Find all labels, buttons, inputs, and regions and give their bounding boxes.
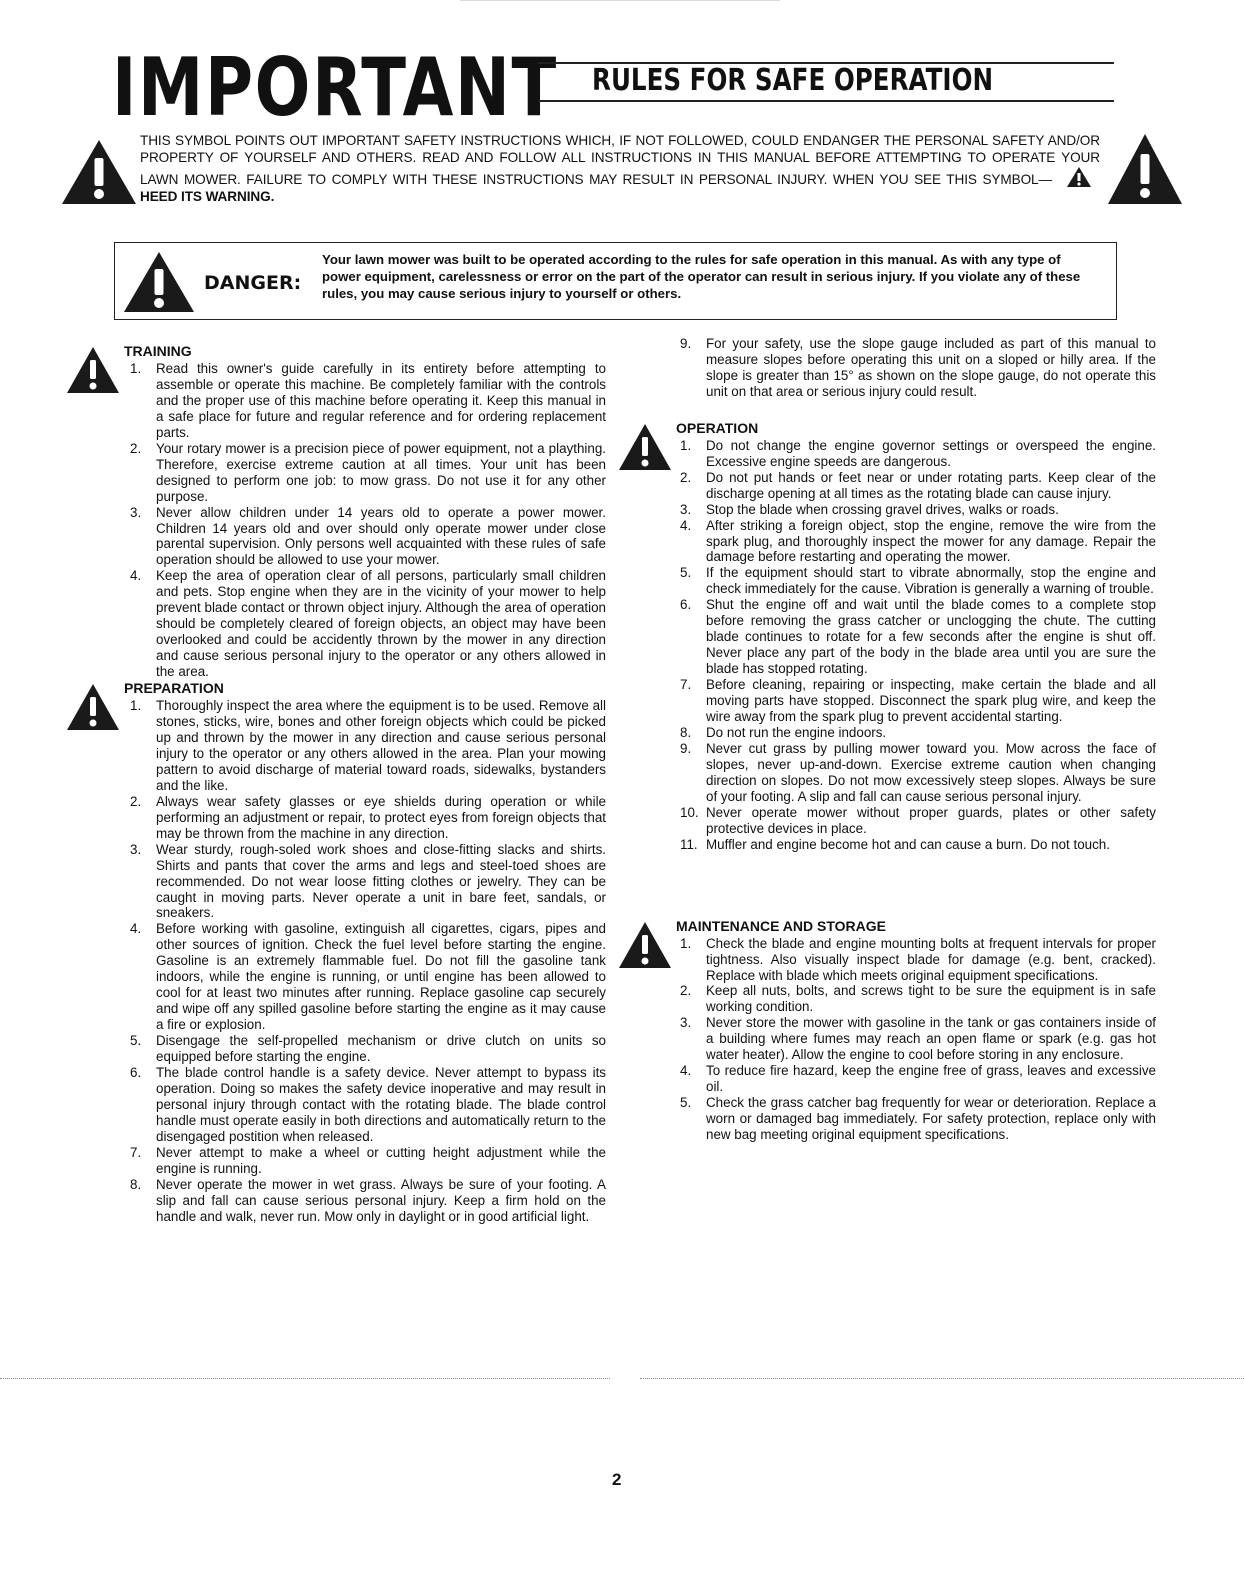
item-number: 11. (680, 836, 698, 852)
item-text: Shut the engine off and wait until the blade comes to a complete stop before removing the grass catcher or unclogging the chute. The cutting blade continues to rotate for a few seconds after the engine is shut off. Never place any part of the body in the blade area until you are sure the blade has stopped rotating. (706, 597, 1156, 677)
list-item (636, 502, 1156, 518)
preparation-heading: PREPARATION (124, 680, 224, 697)
operation-list (636, 438, 1156, 853)
item-number: 10. (680, 804, 699, 820)
item-number: 8. (130, 1176, 142, 1192)
warning-triangle-icon (60, 138, 138, 206)
item-number: 8. (680, 724, 692, 740)
list-item (636, 983, 1156, 1015)
item-text: For your safety, use the slope gauge included as part of this manual to measure slopes before operating this unit on a sloped or hilly area. If the slope is greater than 15° as shown on the slope gauge, do not operate this unit on that area or serious injury could result. (706, 336, 1156, 399)
warning-triangle-icon (1066, 166, 1092, 188)
item-text: Disengage the self-propelled mechanism or drive clutch on units so equipped before starting the engine. (156, 1033, 606, 1065)
item-text: Stop the blade when crossing gravel drives, walks or roads. (706, 501, 1059, 517)
left-column (66, 343, 606, 1225)
item-number: 5. (680, 565, 692, 581)
item-number: 5. (680, 1095, 692, 1111)
list-item (636, 936, 1156, 984)
list-item (636, 1095, 1156, 1143)
item-number: 6. (680, 597, 692, 613)
list-item (66, 698, 606, 794)
maintenance-section (636, 918, 1156, 1143)
list-item (636, 438, 1156, 470)
list-item (66, 1177, 606, 1225)
item-text: Do not put hands or feet near or under rotating parts. Keep clear of the discharge opening at all times as the rotating blade can cause injury. (706, 469, 1156, 501)
item-text: Do not change the engine governor settings or overspeed the engine. Excessive engine speeds are dangerous. (706, 437, 1156, 469)
intro-text: THIS SYMBOL POINTS OUT IMPORTANT SAFETY INSTRUCTIONS WHICH, IF NOT FOLLOWED, COULD ENDANGER THE PERSONAL SAFETY AND/OR PROPERTY OF YOURSELF AND OTHERS. READ AND FOLLOW ALL INSTRUCTIONS IN THIS MANUAL BEFORE ATTEMPTING TO OPERATE YOUR LAWN MOWER. FAILURE TO COMPLY WITH THESE INSTRUCTIONS MAY RESULT IN PERSONAL INJURY. WHEN YOU SEE THIS SYMBOL— (140, 133, 1100, 187)
list-item (66, 1065, 606, 1145)
item-text: Keep all nuts, bolts, and screws tight to be sure the equipment is in safe working condition. (706, 983, 1156, 1015)
list-item (66, 505, 606, 569)
item-text: If the equipment should start to vibrate abnormally, stop the engine and check immediately for the cause. Vibration is generally a warning of trouble. (706, 565, 1156, 597)
scan-fold-line-right (640, 1378, 1244, 1379)
list-item (636, 597, 1156, 677)
list-item (636, 336, 1156, 400)
item-number: 3. (130, 841, 142, 857)
item-number: 4. (680, 1063, 692, 1079)
list-item (636, 725, 1156, 741)
item-text: Never store the mower with gasoline in the tank or gas containers inside of a building where fumes may reach an open flame or spark (e.g. gas hot water heater). Allow the engine to cool before storing in any enclosure. (706, 1015, 1156, 1063)
list-item (66, 842, 606, 922)
training-heading: TRAINING (124, 343, 192, 359)
maintenance-heading: MAINTENANCE AND STORAGE (676, 917, 887, 934)
warning-triangle-icon (122, 250, 196, 314)
warning-triangle-icon (1106, 132, 1184, 206)
item-number: 6. (130, 1064, 142, 1080)
item-text: Muffler and engine become hot and can cause a burn. Do not touch. (706, 836, 1110, 852)
preparation-list (66, 698, 606, 1224)
list-item (636, 805, 1156, 837)
item-number: 3. (680, 1015, 692, 1031)
item-number: 3. (680, 501, 692, 517)
item-text: Thoroughly inspect the area where the equipment is to be used. Remove all stones, sticks, wire, bones and other foreign objects which could be picked up and thrown by the mower in any direction and cause serious personal injury to the operator or any others allowed in the area. Plan your mowing pattern to avoid discharge of material toward roads, sidewalks, bystanders and the like. (156, 698, 606, 793)
item-number: 1. (680, 935, 692, 951)
operation-header (636, 420, 1156, 440)
maintenance-header (636, 918, 1156, 938)
item-number: 9. (680, 336, 692, 351)
item-number: 2. (680, 469, 692, 485)
list-item (66, 1033, 606, 1065)
training-section (66, 343, 606, 680)
item-number: 2. (130, 440, 142, 456)
page-title: IMPORTANT (112, 41, 558, 134)
list-item (636, 677, 1156, 725)
item-number: 4. (130, 921, 142, 937)
list-item (66, 921, 606, 1033)
item-text: Never operate mower without proper guards, plates or other safety protective devices in place. (706, 804, 1156, 836)
danger-label: DANGER: (204, 272, 302, 294)
heed-warning-text: HEED ITS WARNING. (140, 188, 275, 204)
list-item (66, 441, 606, 505)
item-text: Never attempt to make a wheel or cutting height adjustment while the engine is running. (156, 1144, 606, 1176)
danger-text: Your lawn mower was built to be operated according to the rules for safe operation in this manual. As with any type of power equipment, carelessness or error on the part of the operator can result in serious injury. If you violate any of these rules, you may cause serious injury to yourself or others. (322, 252, 1081, 301)
item-number: 1. (680, 437, 692, 453)
scan-fold-line-left (0, 1378, 610, 1379)
item-text: Your rotary mower is a precision piece of power equipment, not a plaything. Therefore, exercise extreme caution at all times. Your unit has been designed to perform one job: to mow grass. Do not use it for any other purpose. (156, 440, 606, 504)
item-text: Check the blade and engine mounting bolts at frequent intervals for proper tightness. Also visually inspect blade for damage (e.g. bent, cracked). Replace with blade which meets original equipment specifications. (706, 935, 1156, 983)
training-list (66, 361, 606, 680)
item-number: 3. (130, 504, 142, 520)
spacer (636, 853, 1156, 918)
scan-edge-line (460, 0, 780, 1)
list-item (66, 568, 606, 680)
item-text: Before working with gasoline, extinguish all cigarettes, cigars, pipes and other sources of ignition. Check the fuel level before starting the engine. Gasoline is an extremely flammable fuel. Do not fill the gasoline tank indoors, while the engine is running, or until engine has been allowed to cool for at least two minutes after running. Replace gasoline cap securely and wipe off any spilled gasoline before starting the engine as it may cause a fire or explosion. (156, 921, 606, 1033)
item-text: The blade control handle is a safety device. Never attempt to bypass its operation. Doing so makes the safety device inoperative and may result in personal injury through contact with the rotating blade. The blade control handle must operate easily in both directions and automatically return to the disengaged postition when released. (156, 1064, 606, 1144)
list-item (636, 470, 1156, 502)
maintenance-list (636, 936, 1156, 1143)
item-number: 7. (130, 1144, 142, 1160)
list-item (66, 1145, 606, 1177)
list-item (66, 794, 606, 842)
preparation-section (66, 680, 606, 1224)
operation-heading: OPERATION (676, 419, 759, 436)
item-text: To reduce fire hazard, keep the engine free of grass, leaves and excessive oil. (706, 1063, 1156, 1095)
item-text: Wear sturdy, rough-soled work shoes and close-fitting slacks and shirts. Shirts and pants that cover the arms and legs and steel-toed shoes are recommended. Do not wear loose fitting clothes or jewelry. They can be caught in moving parts. Never operate a unit in bare feet, sandals, or sneakers. (156, 841, 606, 921)
list-item (66, 361, 606, 441)
item-text: Never cut grass by pulling mower toward you. Mow across the face of slopes, never up-and-down. Exercise extreme caution when changing direction on slopes. Do not mow excessively steep slopes. Always be sure of your footing. A slip and fall can cause serious personal injury. (706, 740, 1156, 804)
page-subtitle: RULES FOR SAFE OPERATION (592, 63, 994, 98)
item-text: Check the grass catcher bag frequently for wear or deterioration. Replace a worn or damaged bag immediately. For safety protection, replace only with new bag meeting original equipment specifications. (706, 1095, 1156, 1143)
item-text: After striking a foreign object, stop the engine, remove the wire from the spark plug, and thoroughly inspect the mower for any damage. Repair the damage before restarting and operating the mower. (706, 517, 1156, 565)
list-item (636, 1063, 1156, 1095)
list-item (636, 1015, 1156, 1063)
item-number: 4. (680, 517, 692, 533)
subtitle-rule-bottom (538, 100, 1114, 102)
item-text: Do not run the engine indoors. (706, 724, 887, 740)
page-number: 2 (612, 1470, 622, 1489)
operation-section (636, 420, 1156, 853)
list-item (636, 518, 1156, 566)
item-text: Read this owner's guide carefully in its entirety before attempting to assemble or operate this machine. Be completely familiar with the controls and the proper use of this machine before operating it. Keep this manual in a safe place for future and regular reference and for ordering replacement parts. (156, 361, 606, 440)
item-number: 5. (130, 1033, 142, 1049)
spacer (636, 400, 1156, 420)
item-number: 1. (130, 698, 142, 714)
item-number: 1. (130, 361, 142, 376)
item-number: 2. (680, 983, 692, 999)
item-number: 9. (680, 740, 692, 756)
training-header (66, 343, 606, 363)
preparation-list-continued (636, 336, 1156, 400)
item-number: 7. (680, 677, 692, 693)
item-number: 4. (130, 568, 142, 584)
item-text: Keep the area of operation clear of all persons, particularly small children and pets. Stop engine when they are in the vicinity of your mower to help prevent blade contact or thrown object injury. Although the area of operation should be completely cleared of foreign objects, an object may have been overlooked and could be accidently thrown by the mower in any direction and cause serious personal injury to the operator or any others allowed in the area. (156, 568, 606, 680)
item-number: 2. (130, 793, 142, 809)
right-column (636, 336, 1156, 1143)
list-item (636, 741, 1156, 805)
intro-paragraph (140, 133, 1100, 205)
item-text: Before cleaning, repairing or inspecting, make certain the blade and all moving parts have stopped. Disconnect the spark plug wire, and keep the wire away from the spark plug to prevent accidental starting. (706, 677, 1156, 725)
list-item (636, 565, 1156, 597)
item-text: Never allow children under 14 years old to operate a power mower. Children 14 years old and over should only operate mower under close parental supervision. Only persons well acquainted with these rules of safe operation should be allowed to use your mower. (156, 504, 606, 568)
preparation-header (66, 680, 606, 700)
item-text: Never operate the mower in wet grass. Always be sure of your footing. A slip and fall can cause serious personal injury. Keep a firm hold on the handle and walk, never run. Mow only in daylight or in good artificial light. (156, 1176, 606, 1224)
item-text: Always wear safety glasses or eye shields during operation or while performing an adjustment or repair, to protect eyes from foreign objects that may be thrown from the machine in any direction. (156, 793, 606, 841)
list-item (636, 837, 1156, 853)
